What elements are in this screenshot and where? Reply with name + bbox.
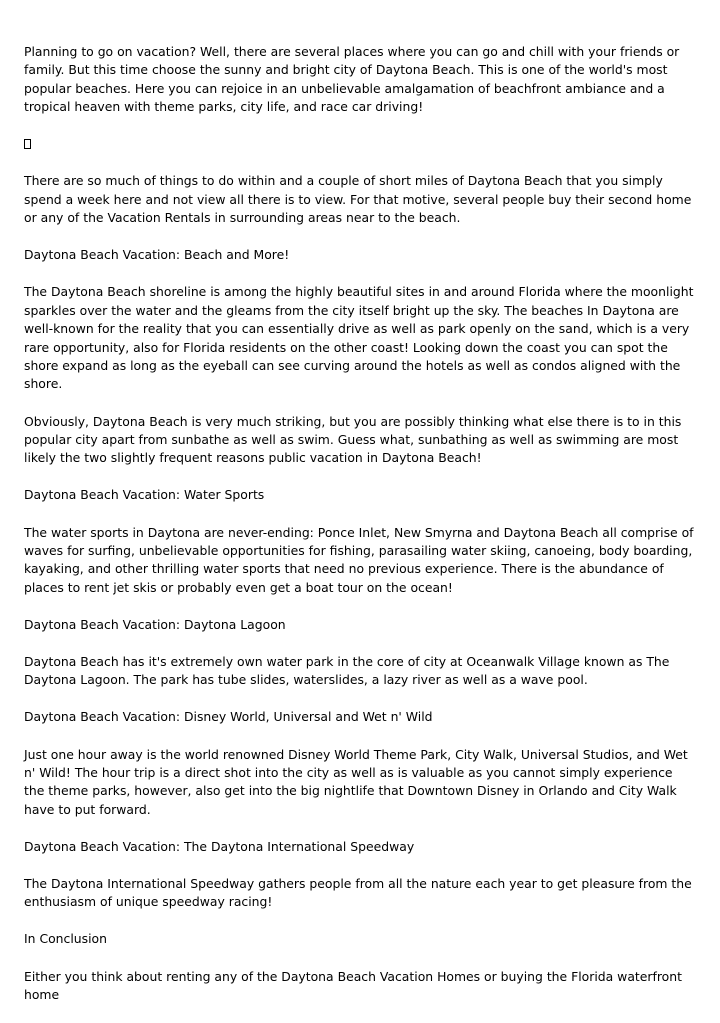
paragraph-things-to-do: There are so much of things to do within and a couple of short miles of Daytona Beach that you simply spend a week here and not view all there is to view. For that motive, several people buy their second home or any of the Vacation Rentals in surrounding areas near to the beach. (24, 173, 692, 226)
heading-beach-and-more: Daytona Beach Vacation: Beach and More! (24, 247, 290, 263)
missing-character-icon (24, 139, 31, 149)
paragraph-water-sports: The water sports in Daytona are never-ending: Ponce Inlet, New Smyrna and Daytona Beach all comprise of waves for surfing, unbelievable opportunities for fishing, parasailing water skiing, canoeing, body boarding, kayaking, and other thrilling water sports that need no previous experience. There is the abundance of places to rent jet skis or probably even get a boat tour on the ocean! (24, 524, 694, 595)
heading-conclusion: In Conclusion (24, 931, 107, 947)
paragraph-disney-universal: Just one hour away is the world renowned Disney World Theme Park, City Walk, Universal Studios, and Wet n' Wild! The hour trip is a direct shot into the city as well as is valuable as you cannot simply experience the theme parks, however, also get into the big nightlife that Downtown Disney in Orlando and City Walk have to put forward. (24, 746, 688, 817)
paragraph-daytona-lagoon: Daytona Beach has it's extremely own water park in the core of city at Oceanwalk Village known as The Daytona Lagoon. The park has tube slides, waterslides, a lazy river as well as a wave pool. (24, 653, 670, 688)
paragraph-striking: Obviously, Daytona Beach is very much striking, but you are possibly thinking what else there is to in this popular city apart from sunbathe as well as swim. Guess what, sunbathing as well as swimming are most likely the two slightly frequent reasons public vacation in Daytona Beach! (24, 413, 682, 466)
heading-speedway: Daytona Beach Vacation: The Daytona International Speedway (24, 838, 415, 854)
heading-water-sports: Daytona Beach Vacation: Water Sports (24, 487, 265, 503)
paragraph-shoreline: The Daytona Beach shoreline is among the highly beautiful sites in and around Florida where the moonlight sparkles over the water and the gleams from the city itself bright up the sky. The beaches In Daytona are well-known for the reality that you can essentially drive as well as park openly on the sand, which is a very rare opportunity, also for Florida residents on the other coast! Looking down the coast you can spot the shore expand as long as the eyeball can see curving around the hotels as well as condos aligned with the shore. (24, 284, 694, 392)
article-body (24, 43, 696, 1023)
heading-daytona-lagoon: Daytona Beach Vacation: Daytona Lagoon (24, 616, 286, 632)
paragraph-intro: Planning to go on vacation? Well, there are several places where you can go and chill with your friends or family. But this time choose the sunny and bright city of Daytona Beach. This is one of the world's most popular beaches. Here you can rejoice in an unbelievable amalgamation of beachfront ambiance and a tropical heaven with theme parks, city life, and race car driving! (24, 44, 680, 115)
paragraph-conclusion: Either you think about renting any of the Daytona Beach Vacation Homes or buying the Florida waterfront home (24, 968, 682, 1002)
heading-disney-universal: Daytona Beach Vacation: Disney World, Universal and Wet n' Wild (24, 709, 433, 725)
paragraph-speedway: The Daytona International Speedway gathers people from all the nature each year to get pleasure from the enthusiasm of unique speedway racing! (24, 875, 692, 910)
missing-glyph-icon (24, 135, 696, 153)
